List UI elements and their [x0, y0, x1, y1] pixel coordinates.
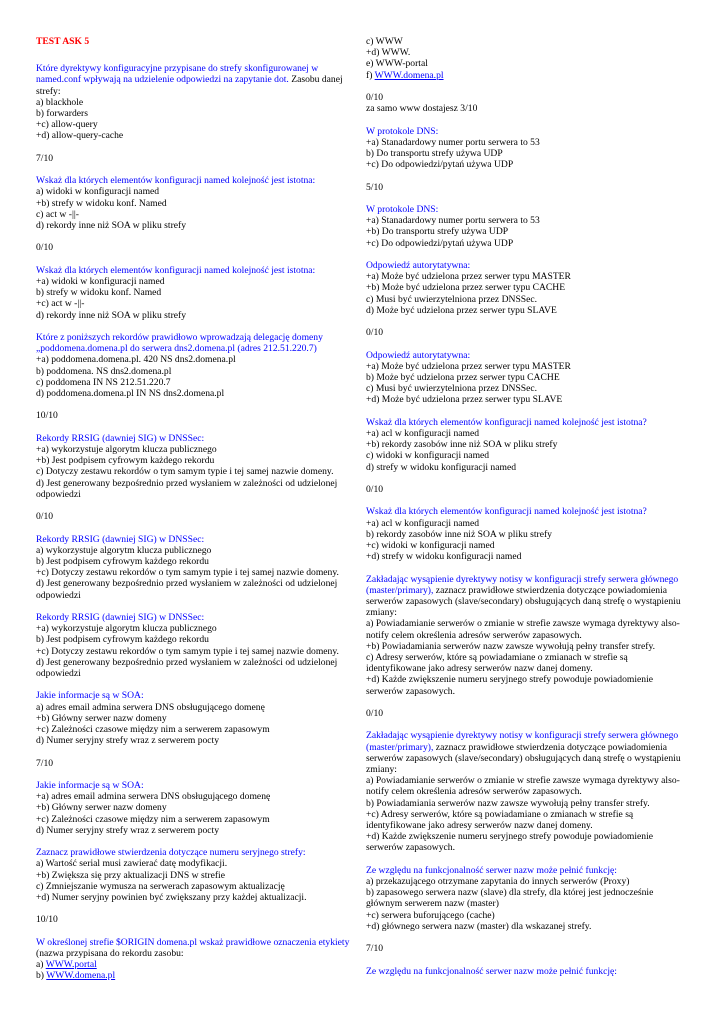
answer-option: a) Powiadamianie serwerów o zmianie w strefie zawsze wymaga dyrektywy also-notify celem określenia adresów serwerów zapasowych. — [366, 618, 680, 641]
answer-option: d) Numer seryjny strefy wraz z serwerem pocty — [36, 824, 220, 836]
score-text: 0/10 — [366, 708, 384, 719]
question-prompt: Zakładając wysąpienie dyrektywy notisy w konfiguracji strefy serwera głównego (master/primary), — [366, 573, 679, 596]
question-text — [36, 937, 356, 948]
answer-option: +c) Zależności czasowe między nim a serwerem zapasowym — [36, 813, 270, 825]
score-text: 0/10 — [36, 511, 54, 523]
score-text: e) WWW-portal — [366, 58, 428, 70]
answer-option-link[interactable]: WWW.domena.pl — [374, 69, 444, 81]
score-block — [366, 36, 686, 81]
question-prompt: Wskaż dla których elementów konfiguracji named kolejność jest istotna: — [36, 264, 316, 276]
score-block — [366, 92, 686, 114]
score-block — [366, 943, 686, 954]
right-column — [366, 36, 686, 988]
question-prompt: W protokole DNS: — [366, 125, 439, 137]
answer-option: +c) Adresy serwerów, które są powiadamiane o zmianach w strefie są identyfikowane jako adresy serwerów nazw danej domeny. — [366, 808, 634, 832]
answer-option: +c) act w -||- — [36, 298, 85, 310]
question-text — [366, 350, 686, 361]
answer-option: +a) acl w konfiguracji named — [366, 427, 480, 439]
answer-option-prefix: f) — [366, 69, 375, 81]
answer-option: +d) allow-query-cache — [36, 130, 124, 142]
score-block — [36, 153, 356, 164]
question-block — [366, 966, 686, 977]
answer-option: a) Wartość serial musi zawierać datę modyfikacji. — [36, 858, 228, 870]
answer-option: d) poddomena.domena.pl IN NS dns2.domena.pl — [36, 388, 225, 400]
question-text — [366, 260, 686, 271]
answer-option: +b) Zwiększa się przy aktualizacji DNS w strefie — [36, 869, 225, 881]
answer-option: +c) serwera buforującego (cache) — [366, 909, 495, 921]
answer-option: +a) wykorzystuje algorytm klucza publicznego — [36, 623, 217, 635]
question-block — [36, 534, 356, 601]
question-text — [366, 730, 686, 775]
answer-option: a) Powiadamianie serwerów o zmianie w strefie zawsze wymaga dyrektywy also-notify celem określenia adresów serwerów zapasowych. — [366, 775, 680, 798]
answer-option: d) strefy w widoku konfiguracji named — [366, 461, 516, 473]
question-prompt: Zakładając wysąpienie dyrektywy notisy w konfiguracji strefy serwera głównego (master/primary), — [366, 730, 679, 753]
answer-option: +b) Główny serwer nazw domeny — [36, 712, 167, 724]
answer-option: +a) acl w konfiguracji named — [366, 517, 480, 529]
answer-option: c) widoki w konfiguracji named — [366, 450, 490, 462]
answer-option: b) strefy w widoku konf. Named — [36, 287, 162, 299]
question-prompt: W protokole DNS: — [366, 203, 439, 215]
answer-option: +a) Stanadardowy numer portu serwera to 53 — [366, 215, 540, 227]
score-block — [36, 914, 356, 925]
score-block — [366, 484, 686, 495]
question-block — [36, 780, 356, 836]
question-prompt: Rekordy RRSIG (dawniej SIG) w DNSSec: — [36, 432, 205, 444]
score-block — [36, 242, 356, 253]
question-block — [36, 265, 356, 321]
score-block — [366, 708, 686, 719]
answer-option: c) Zmniejszanie wymusza na serwerach zapasowym aktualizację — [36, 880, 285, 892]
answer-option: +d) strefy w widoku konfiguracji named — [366, 551, 522, 563]
question-text — [36, 612, 356, 623]
answer-option: +c) widoki w konfiguracji named — [366, 539, 495, 551]
answer-option: +c) Dotyczy zestawu rekordów o tym samym typie i tej samej nazwie domeny. — [36, 567, 339, 579]
answer-option: b) poddomena. NS dns2.domena.pl — [36, 365, 172, 377]
answer-option: d) Jest generowany bezpośrednio przed wysłaniem w zależności od udzielonej odpowiedzi — [36, 477, 338, 500]
question-prompt: Odpowiedź autorytatywna: — [366, 349, 471, 361]
left-column — [36, 36, 356, 993]
answer-option: +c) Dotyczy zestawu rekordów o tym samym typie i tej samej nazwie domeny. — [36, 645, 339, 657]
answer-option: +a) Stanadardowy numer portu serwera to 53 — [366, 136, 540, 148]
question-prompt-tail: zaznacz prawidłowe stwierdzenia dotyczące powiadomienia serwerów zapasowych (slave/secondary) obsługujących daną strefę o wystąpieniu zmiany: — [366, 584, 681, 619]
answer-option: a) adres email admina serwera DNS obsługującego domenę — [36, 701, 265, 713]
answer-option: +c) Zależności czasowe między nim a serwerem zapasowym — [36, 724, 270, 736]
answer-option: c) poddomena IN NS 212.51.220.7 — [36, 376, 171, 388]
answer-option: b) Powiadamiania serwerów nazw zawsze wywołują pełny transfer strefy. — [366, 797, 650, 809]
score-block — [366, 327, 686, 338]
question-prompt: W określonej strefie $ORIGIN domena.pl wskaż prawidłowe oznaczenia etykiety — [36, 936, 350, 948]
answer-option: +c) Do odpowiedzi/pytań używa UDP — [366, 159, 514, 171]
question-text — [36, 332, 356, 354]
question-block — [36, 175, 356, 231]
question-prompt: Odpowiedź autorytatywna: — [366, 259, 471, 271]
question-block — [36, 847, 356, 903]
answer-option: (nazwa przypisana do rekordu zasobu: — [36, 948, 184, 959]
question-block — [36, 433, 356, 500]
question-text — [36, 780, 356, 791]
question-prompt: Wskaż dla których elementów konfiguracji named kolejność jest istotna? — [366, 506, 647, 518]
answer-option: +a) widoki w konfiguracji named — [36, 276, 165, 287]
answer-option: +d) głównego serwera nazw (master) dla wskazanej strefy. — [366, 920, 592, 932]
answer-option: +c) Do odpowiedzi/pytań używa UDP — [366, 237, 514, 249]
score-text: 0/10 — [366, 483, 384, 495]
score-text: c) WWW — [366, 36, 403, 47]
answer-option: a) blackhole — [36, 96, 84, 108]
question-text — [366, 204, 686, 215]
score-text: 10/10 — [36, 914, 58, 926]
answer-option: +a) wykorzystuje algorytm klucza publicznego — [36, 444, 217, 455]
answer-option: +b) rekordy zasobów inne niż SOA w pliku strefy — [366, 439, 558, 451]
score-text: 0/10 — [36, 242, 54, 254]
answer-option: d) Może być udzielona przez serwer typu SLAVE — [366, 304, 557, 316]
answer-option: c) Musi być uwierzytelniona przez DNSSec. — [366, 383, 538, 395]
question-text — [366, 966, 686, 977]
question-block — [36, 332, 356, 399]
score-text: za samo www dostajesz 3/10 — [366, 103, 478, 115]
score-text: 7/10 — [36, 152, 54, 164]
answer-option: +d) Każde zwiększenie numeru seryjnego strefy powoduje powiadomienie serwerów zapasowych. — [366, 831, 653, 854]
score-text: 0/10 — [366, 92, 384, 103]
answer-option-link-row — [36, 970, 356, 981]
answer-option: c) act w -||- — [36, 208, 79, 220]
question-prompt: Jakie informacje są w SOA: — [36, 780, 144, 791]
answer-option: b) Do transportu strefy używa UDP — [366, 148, 503, 159]
answer-option-prefix: b) — [36, 970, 47, 982]
score-block — [36, 511, 356, 522]
answer-option: a) wykorzystuje algorytm klucza publicznego — [36, 544, 212, 556]
answer-option: b) zapasowego serwera nazw (slave) dla strefy, dla której jest jednocześnie głównym serwerem nazw (master) — [366, 887, 654, 910]
question-text — [36, 690, 356, 701]
question-text — [36, 265, 356, 276]
question-block — [36, 63, 356, 141]
score-text: 5/10 — [366, 181, 384, 193]
answer-option: a) widoki w konfiguracji named — [36, 186, 160, 198]
answer-option: d) Jest generowany bezpośrednio przed wysłaniem w zależności od udzielonej odpowiedzi — [36, 578, 338, 601]
question-text — [366, 865, 686, 876]
answer-option: b) Może być udzielona przez serwer typu CACHE — [366, 371, 560, 383]
question-text — [36, 63, 356, 97]
answer-option: +c) allow-query — [36, 119, 98, 131]
answer-option: b) forwarders — [36, 108, 88, 120]
score-block — [366, 182, 686, 193]
answer-option: d) Numer seryjny strefy wraz z serwerem pocty — [36, 735, 220, 747]
question-text — [36, 433, 356, 444]
answer-option: d) rekordy inne niż SOA w pliku strefy — [36, 220, 187, 232]
question-block — [366, 260, 686, 316]
question-prompt: Wskaż dla których elementów konfiguracji named kolejność jest istotna? — [366, 416, 647, 428]
answer-option: +b) strefy w widoku konf. Named — [36, 197, 167, 209]
question-prompt-tail: Zasobu danej strefy: — [36, 74, 343, 97]
question-prompt: Rekordy RRSIG (dawniej SIG) w DNSSec: — [36, 533, 205, 545]
answer-option: +b) Do transportu strefy używa UDP — [366, 226, 509, 238]
answer-option: +a) Może być udzielona przez serwer typu MASTER — [366, 271, 571, 283]
answer-option: +b) Jest podpisem cyfrowym każdego rekordu — [36, 455, 215, 467]
question-text — [366, 417, 686, 428]
question-prompt: Jakie informacje są w SOA: — [36, 690, 144, 702]
page-title: TEST ASK 5 — [36, 36, 90, 47]
question-prompt: Które dyrektywy konfiguracyjne przypisane do strefy skonfigurowanej w named.conf wpływają na udzielenie odpowiedzi na zapytanie dot. — [36, 63, 319, 86]
answer-option: c) Dotyczy zestawu rekordów o tym samym typie i tej samej nazwie domeny. — [36, 466, 334, 478]
question-text — [366, 126, 686, 137]
score-block — [36, 758, 356, 769]
answer-option: b) rekordy zasobów inne niż SOA w pliku strefy — [366, 528, 552, 540]
answer-option: +b) Powiadamiania serwerów nazw zawsze wywołują pełny transfer strefy. — [366, 640, 656, 652]
question-text — [366, 506, 686, 517]
answer-option: c) Adresy serwerów, które są powiadamiane o zmianach w strefie są identyfikowane jako adresy serwerów nazw danej domeny. — [366, 652, 628, 675]
question-prompt: Ze względu na funkcjonalność serwer nazw może pełnić funkcję: — [366, 965, 617, 977]
question-block — [366, 204, 686, 249]
question-block — [366, 506, 686, 562]
question-block — [366, 417, 686, 473]
question-prompt: Które z poniższych rekordów prawidłowo wprowadzają delegację domeny „poddomena.domena.pl do serwera dns2.domena.pl (adres 212.51.220.7) — [36, 332, 323, 355]
score-text: 7/10 — [36, 757, 54, 769]
answer-option: a) przekazującego otrzymane zapytania do innych serwerów (Proxy) — [366, 876, 630, 888]
answer-option: +d) Każde zwiększenie numeru seryjnego strefy powoduje powiadomienie serwerów zapasowych. — [366, 674, 653, 697]
answer-option: d) rekordy inne niż SOA w pliku strefy — [36, 309, 187, 321]
question-block — [366, 730, 686, 853]
answer-option: d) Jest generowany bezpośrednio przed wysłaniem w zależności od udzielonej odpowiedzi — [36, 656, 338, 680]
question-block — [366, 574, 686, 697]
question-block — [36, 612, 356, 679]
answer-option-prefix: a) — [36, 959, 46, 971]
answer-option: +a) Może być udzielona przez serwer typu MASTER — [366, 360, 571, 372]
question-text — [36, 847, 356, 858]
question-prompt: Wskaż dla których elementów konfiguracji named kolejność jest istotna: — [36, 175, 316, 187]
score-text: 10/10 — [36, 410, 58, 422]
answer-option: +b) Główny serwer nazw domeny — [36, 802, 167, 814]
question-prompt: Zaznacz prawidłowe stwierdzenia dotyczące numeru seryjnego strefy: — [36, 847, 306, 859]
question-block — [366, 350, 686, 406]
question-block — [36, 690, 356, 746]
question-prompt-tail: zaznacz prawidłowe stwierdzenia dotyczące powiadomienia serwerów zapasowych (slave/secondary) obsługujących daną strefę o wystąpieniu zmiany: — [366, 741, 681, 775]
answer-option-link[interactable]: WWW.portal — [45, 959, 97, 971]
answer-option-link-row — [366, 70, 686, 81]
answer-option: +d) Może być udzielona przez serwer typu SLAVE — [366, 394, 563, 406]
score-text: +d) WWW. — [366, 47, 411, 59]
question-block — [36, 937, 356, 982]
score-block — [36, 410, 356, 421]
answer-option-link-row — [36, 959, 356, 970]
answer-option: +d) Numer seryjny powinien być zwiększany przy każdej aktualizacji. — [36, 892, 307, 904]
score-text: 7/10 — [366, 943, 384, 955]
question-prompt: Rekordy RRSIG (dawniej SIG) w DNSSec: — [36, 612, 205, 623]
question-block — [366, 126, 686, 171]
question-block — [366, 865, 686, 932]
answer-option: b) Jest podpisem cyfrowym każdego rekordu — [36, 556, 209, 567]
answer-option: +a) poddomena.domena.pl. 420 NS dns2.domena.pl — [36, 354, 236, 366]
answer-option: b) Jest podpisem cyfrowym każdego rekordu — [36, 634, 209, 646]
answer-option: c) Musi być uwierzytelniona przez DNSSec. — [366, 293, 538, 305]
question-text — [36, 175, 356, 186]
answer-option: +a) adres email admina serwera DNS obsługującego domenę — [36, 791, 271, 803]
question-text — [36, 534, 356, 545]
answer-option: +b) Może być udzielona przez serwer typu CACHE — [366, 282, 566, 294]
question-prompt: Ze względu na funkcjonalność serwer nazw może pełnić funkcję: — [366, 864, 617, 876]
score-text: 0/10 — [366, 327, 384, 339]
question-text — [366, 574, 686, 619]
answer-option-link[interactable]: WWW.domena.pl — [46, 970, 116, 982]
